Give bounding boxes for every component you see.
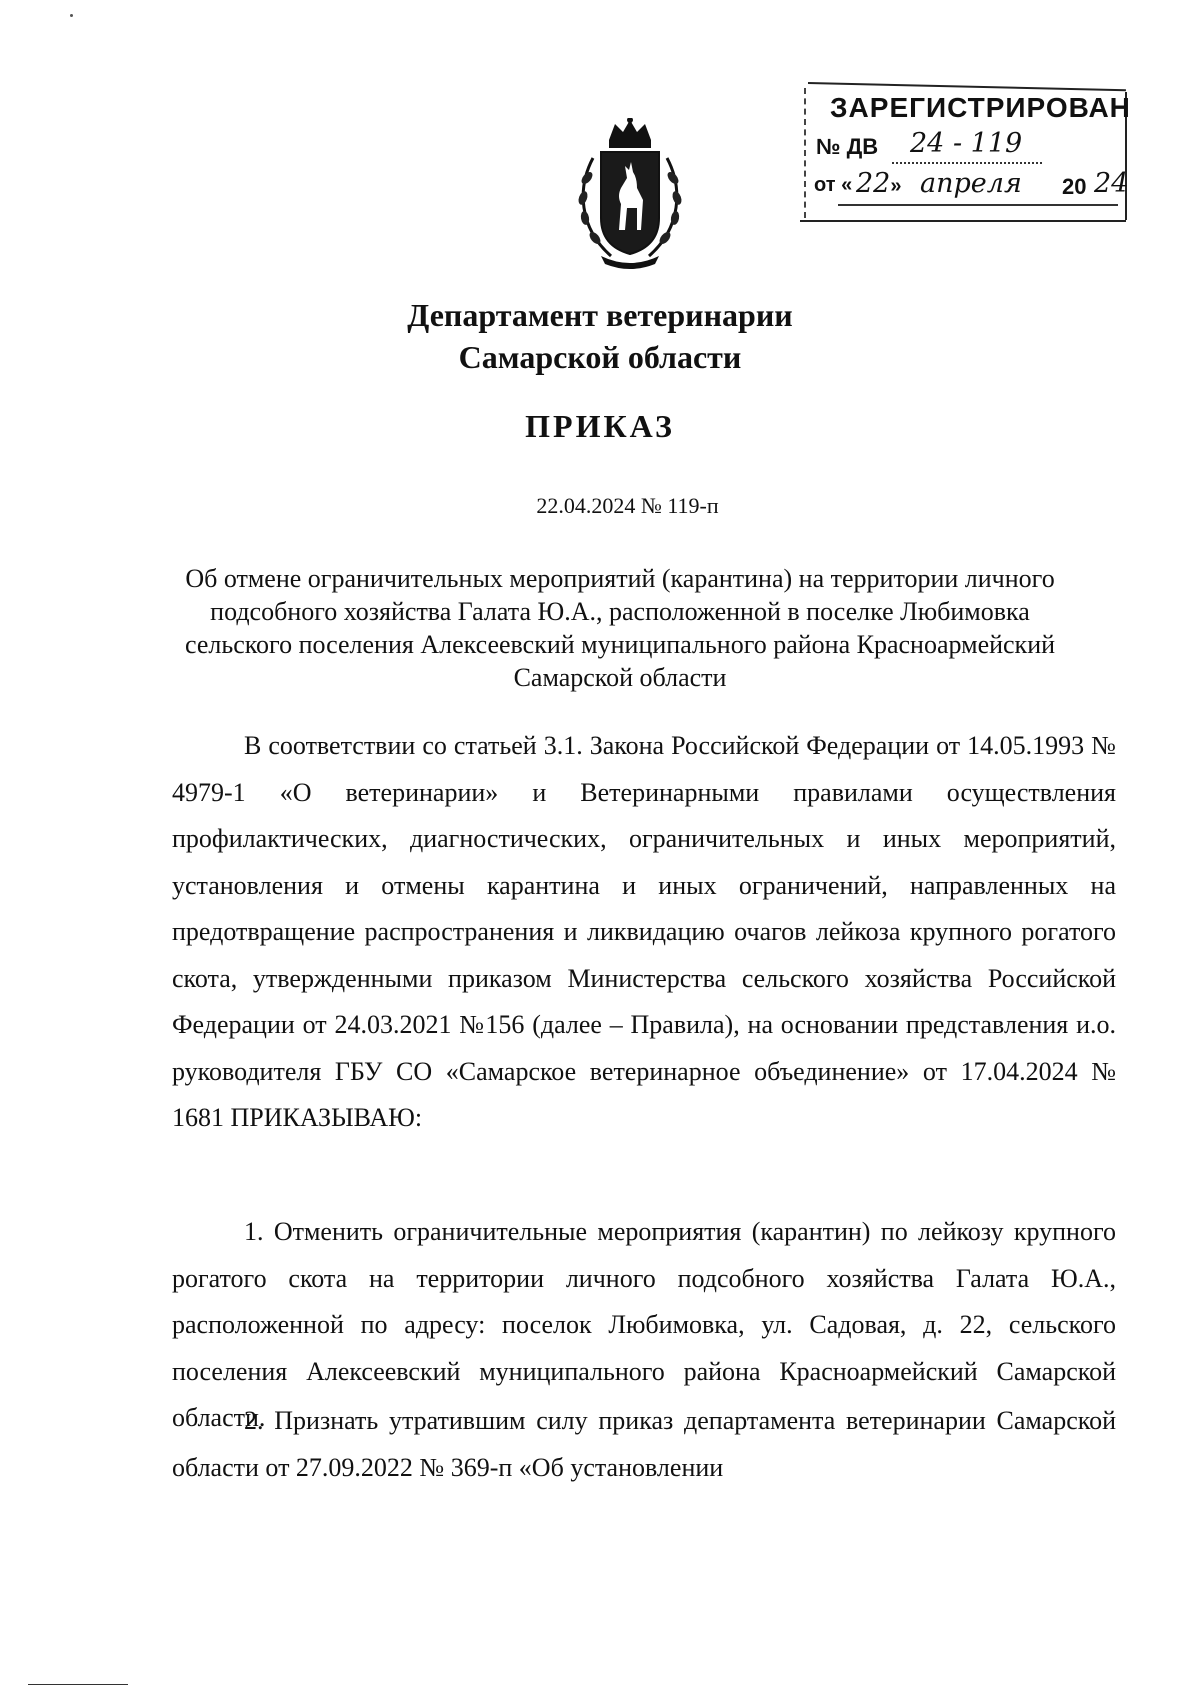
stamp-border bbox=[808, 82, 1126, 91]
order-item-2: 2. Признать утратившим силу приказ департамента ветеринарии Самарской области от 27.09.2022 № 369-п «Об установлении bbox=[172, 1406, 1116, 1482]
order-title: ПРИКАЗ bbox=[525, 408, 675, 444]
scan-speck bbox=[70, 14, 73, 17]
stamp-number-line bbox=[892, 162, 1042, 164]
registration-stamp bbox=[800, 82, 1130, 222]
stamp-day: 22» bbox=[856, 168, 902, 199]
samara-coat-of-arms-icon bbox=[571, 118, 689, 270]
stamp-year-value: 24 bbox=[1094, 168, 1129, 199]
department-name-line1: Департамент ветеринарии bbox=[407, 297, 793, 333]
stamp-title: ЗАРЕГИСТРИРОВАН bbox=[830, 92, 1131, 123]
order-subject: Об отмене ограничительных мероприятий (карантина) на территории личного подсобного хозяйства Галата Ю.А., расположенной в поселке Любимовка сельского поселения Алексеевский муниципального района Красноармейский Самарской области bbox=[184, 564, 1056, 692]
stamp-border bbox=[804, 88, 806, 218]
department-name-line2: Самарской области bbox=[458, 339, 742, 375]
stamp-month: апреля bbox=[920, 168, 1022, 199]
page-bottom-rule bbox=[28, 1684, 128, 1685]
stamp-year-label: 20 bbox=[1062, 174, 1087, 199]
stamp-number-label: № ДВ bbox=[816, 134, 879, 159]
stamp-date-label: от « bbox=[814, 174, 853, 196]
stamp-number-value: 24 - 119 bbox=[910, 128, 1023, 159]
stamp-border bbox=[800, 220, 1126, 222]
stamp-date-line bbox=[838, 204, 1118, 206]
order-date-number: 22.04.2024 № 119-п bbox=[536, 493, 719, 518]
order-preamble: В соответствии со статьей 3.1. Закона Российской Федерации от 14.05.1993 № 4979-1 «О ветеринарии» и Ветеринарными правилами осуществления профилактических, диагностических, ограничительных и иных мероприятий, установления и отмены карантина и иных ограничений, направленных на предотвращение распространения и ликвидацию очагов лейкоза крупного рогатого скота, утвержденными приказом Министерства сельского хозяйства Российской Федерации от 24.03.2021 №156 (далее – Правила), на основании представления и.о. руководителя ГБУ СО «Самарское ветеринарное объединение» от 17.04.2024 № 1681 ПРИКАЗЫВАЮ: bbox=[172, 731, 1116, 1132]
order-item-1: 1. Отменить ограничительные мероприятия (карантин) по лейкозу крупного рогатого скота на территории личного подсобного хозяйства Галата Ю.А., расположенной по адресу: поселок Любимовка, ул. Садовая, д. 22, сельского поселения Алексеевский муниципального района Красноармейский Самарской области. bbox=[172, 1217, 1116, 1432]
